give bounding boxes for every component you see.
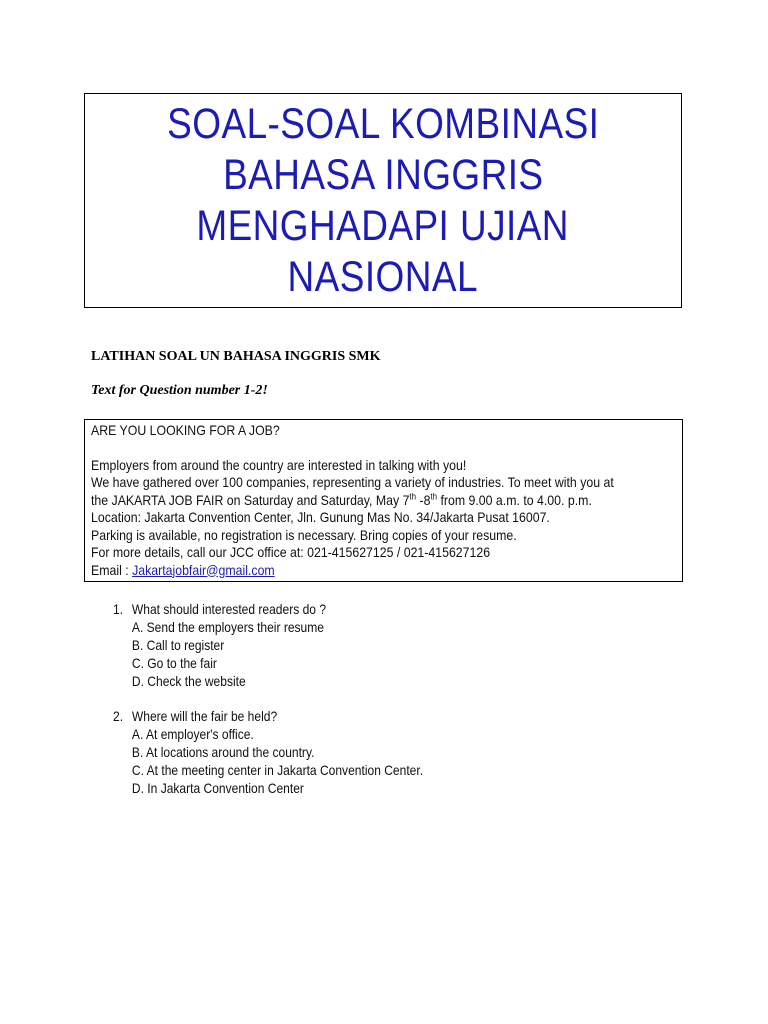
ad-line-4: Location: Jakarta Convention Center, Jln. Gunung Mas No. 34/Jakarta Pusat 16007. — [91, 509, 550, 525]
title-line-2: BAHASA INGGRIS — [222, 150, 544, 199]
question-2-stem — [113, 707, 423, 725]
email-link[interactable]: Jakartajobfair@gmail.com — [132, 561, 275, 578]
email-label: Email : — [91, 561, 133, 578]
ad-line-3-sup-2: th — [430, 490, 438, 501]
question-1-option-b: B. Call to register — [131, 637, 225, 653]
question-1-option-c: C. Go to the fair — [131, 655, 217, 671]
question-1-stem — [113, 600, 326, 618]
title-line-3: MENGHADAPI UJIAN — [196, 201, 570, 250]
ad-line-3-part-c: from 9.00 a.m. to 4.00. p.m. — [437, 491, 592, 508]
title-box — [84, 93, 682, 308]
ad-line-6: For more details, call our JCC office at: 021-415627125 / 021-415627126 — [91, 544, 491, 560]
ad-headline: ARE YOU LOOKING FOR A JOB? — [91, 422, 280, 438]
question-1-number: 1. — [113, 601, 124, 617]
question-2-option-c: C. At the meeting center in Jakarta Convention Center. — [131, 762, 424, 778]
question-1-option-a: A. Send the employers their resume — [131, 619, 324, 635]
question-1-option-d: D. Check the website — [131, 673, 246, 689]
question-2-number: 2. — [113, 708, 124, 724]
ad-line-2: We have gathered over 100 companies, representing a variety of industries. To meet with you at — [91, 474, 614, 490]
question-2-option-a: A. At employer's office. — [131, 726, 254, 742]
ad-line-3 — [91, 492, 611, 510]
ad-line-3-part-b: -8 — [416, 491, 431, 508]
question-1-text: What should interested readers do ? — [131, 601, 327, 617]
question-1 — [113, 600, 361, 690]
question-2-option-d: D. In Jakarta Convention Center — [131, 780, 304, 796]
text-instruction: Text for Question number 1-2! — [91, 383, 268, 398]
title-line-1: SOAL-SOAL KOMBINASI — [166, 99, 600, 148]
title-line-4: NASIONAL — [287, 252, 479, 301]
ad-line-5: Parking is available, no registration is necessary. Bring copies of your resume. — [91, 526, 517, 543]
section-heading: LATIHAN SOAL UN BAHASA INGGRIS SMK — [91, 349, 381, 364]
ad-line-1: Employers from around the country are interested in talking with you! — [91, 456, 467, 473]
question-2-option-b: B. At locations around the country. — [131, 744, 315, 760]
ad-line-3-sup-1: th — [409, 490, 417, 501]
question-2-text: Where will the fair be held? — [131, 708, 278, 724]
ad-spacer — [91, 440, 682, 457]
job-ad-box — [84, 419, 683, 582]
ad-email-line — [91, 562, 611, 580]
ad-line-3-part-a: the JAKARTA JOB FAIR on Saturday and Saturday, May 7 — [91, 491, 410, 508]
question-2 — [113, 707, 474, 797]
